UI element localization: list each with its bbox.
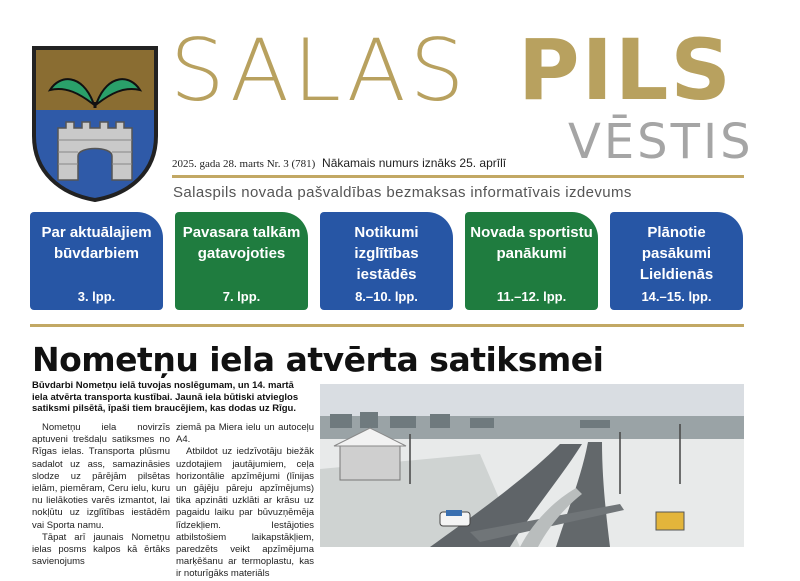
teaser-title: Notikumi izglītības iestādēs: [354, 224, 419, 283]
teaser-box[interactable]: [610, 212, 743, 310]
issue-info: [172, 156, 506, 170]
masthead-title-bold: PILS: [518, 21, 733, 119]
teaser-box[interactable]: [320, 212, 453, 310]
teaser-box[interactable]: [30, 212, 163, 310]
masthead-title-light: SALAS: [170, 21, 469, 121]
article-paragraph: Tāpat arī jaunais Nometņu ielas posms kalpos kā ērtāks savienojums: [32, 531, 170, 568]
masthead-subtitle: VĒSTIS: [568, 114, 754, 170]
teaser-title: Novada sportistu panākumi: [470, 224, 593, 262]
article-lead: Būvdarbi Nometņu ielā tuvojas noslēgumam, un 14. martā iela atvērta transporta kustībai. Jaunā iela būtiski atvieglos satiksmi pilsētā, īpaši tiem braucējiem, kas dodas uz Rīgu.: [32, 380, 299, 414]
teaser-box[interactable]: [465, 212, 598, 310]
masthead-rule: [172, 175, 744, 178]
article-photo: [320, 384, 744, 547]
teaser-page: 3. lpp.: [77, 289, 116, 304]
section-rule: [30, 324, 744, 327]
teaser-page: 7. lpp.: [222, 289, 261, 304]
teaser-page: 14.–15. lpp.: [641, 289, 712, 304]
article-column-1: [32, 422, 170, 568]
teaser-title: Plānotie pasākumi Lieldienās: [639, 224, 714, 283]
teaser-page: 11.–12. lpp.: [496, 289, 567, 304]
teaser-page: 8.–10. lpp.: [355, 289, 418, 304]
article-paragraph: Nometņu iela novirzīs aptuveni trešdaļu satiksmes no Rīgas ielas. Transporta plūsmu sadalot uz ass, samazināsies slodze uz pārējām pilsētas ielām, piemēram, Ceru ielu, kuru nu lielākoties varēs izmantot, lai nokļūtu uz izglītības iestādēm vai Sporta namu.: [32, 422, 170, 531]
article-paragraph: ziemā pa Miera ielu un autoceļu A4.: [176, 422, 314, 446]
article-headline: Nometņu iela atvērta satiksmei: [32, 340, 604, 379]
article-column-2: [176, 422, 314, 581]
next-issue-date: Nākamais numurs iznāks 25. aprīlī: [322, 156, 507, 170]
issue-date-number: 2025. gada 28. marts Nr. 3 (781): [172, 158, 316, 170]
teaser-title: Pavasara talkām gatavojoties: [182, 224, 301, 262]
teaser-title: Par aktuālajiem būvdarbiem: [41, 224, 152, 262]
masthead-tagline: Salaspils novada pašvaldības bezmaksas informatīvais izdevums: [173, 184, 632, 201]
article-paragraph: Atbildot uz iedzīvotāju biežāk uzdotajiem jautājumiem, ceļa horizontālie apzīmējumi (līnijas un gājēju pāreju apzīmējums) tika apzināti uzklāti ar krāsu uz pagaidu laiku par būvuzņēmēja līdzekļiem. Iestājoties atbilstošiem laikapstākļiem, paredzēts veikt apzīmējuma marķēšanu ar termoplastu, kas ir noturīgāks materiāls: [176, 446, 314, 580]
teaser-box[interactable]: [175, 212, 308, 310]
salaspils-coat-of-arms: [30, 44, 160, 202]
